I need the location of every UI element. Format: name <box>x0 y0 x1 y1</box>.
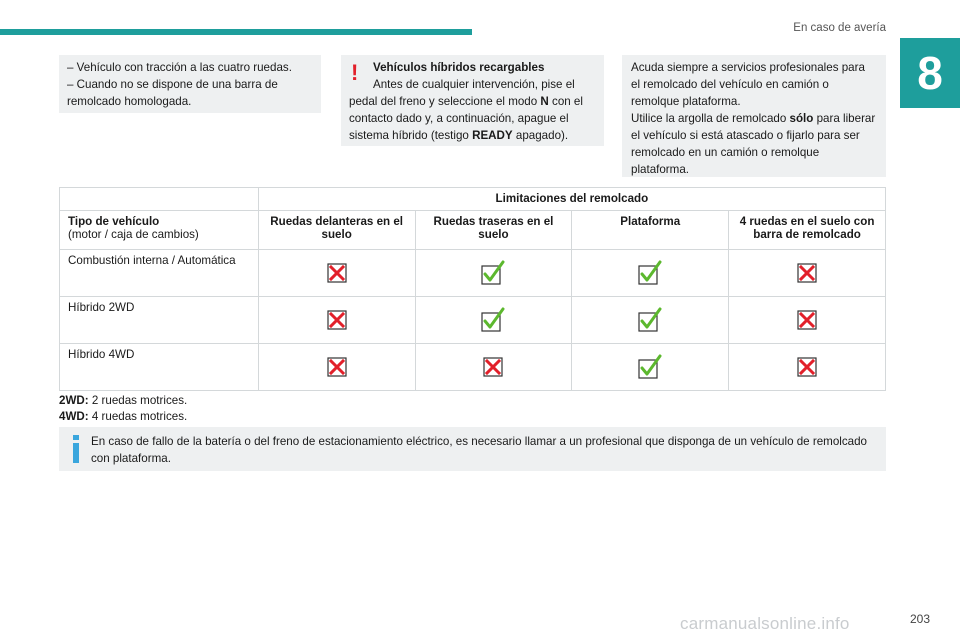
towing-mark <box>729 297 886 344</box>
column-header: 4 ruedas en el suelo con barra de remolcado <box>729 211 886 250</box>
towing-mark <box>415 297 572 344</box>
advice-paragraph: Utilice la argolla de remolcado sólo para liberar el vehículo si está atascado o fijarlo para ser remolcado en un camión o remolque plataforma. <box>631 112 876 176</box>
legend-line: 4WD: 4 ruedas motrices. <box>59 410 188 423</box>
warning-box <box>341 55 604 146</box>
check-icon <box>637 354 663 380</box>
drive-legend <box>59 393 187 425</box>
towing-mark <box>415 250 572 297</box>
condition-line: – Vehículo con tracción a las cuatro ruedas. <box>67 61 292 74</box>
towing-mark <box>572 250 729 297</box>
towing-mark <box>258 297 415 344</box>
column-header: Ruedas delanteras en el suelo <box>258 211 415 250</box>
chapter-number-tab: 8 <box>900 38 960 108</box>
header-accent-bar <box>0 29 472 35</box>
check-icon <box>480 307 506 333</box>
towing-mark <box>729 344 886 391</box>
towing-mark <box>258 250 415 297</box>
info-box <box>59 427 886 471</box>
towing-mark <box>729 250 886 297</box>
warning-title: Vehículos híbridos recargables <box>373 61 545 74</box>
empty-corner-cell <box>60 188 259 211</box>
vehicle-type-label: Híbrido 4WD <box>60 344 259 391</box>
towing-mark <box>415 344 572 391</box>
column-header: Ruedas traseras en el suelo <box>415 211 572 250</box>
table-row <box>60 250 886 297</box>
table-row <box>60 344 886 391</box>
page-number: 203 <box>909 612 930 626</box>
towing-mark <box>572 344 729 391</box>
check-icon <box>637 260 663 286</box>
type-header: Tipo de vehículo (motor / caja de cambios) <box>60 211 259 250</box>
vehicle-type-label: Híbrido 2WD <box>60 297 259 344</box>
advice-paragraph: Acuda siempre a servicios profesionales para el remolcado del vehículo en camión o remolque plataforma. <box>631 61 865 108</box>
check-icon <box>480 260 506 286</box>
vehicle-type-label: Combustión interna / Automática <box>60 250 259 297</box>
cross-icon <box>327 357 347 377</box>
info-text: En caso de fallo de la batería o del freno de estacionamiento eléctrico, es necesario llamar a un profesional que disponga de un vehículo de remolcado con plataforma. <box>91 435 867 465</box>
cross-icon <box>797 263 817 283</box>
cross-icon <box>797 357 817 377</box>
advice-box <box>622 55 886 177</box>
column-header: Plataforma <box>572 211 729 250</box>
group-header: Limitaciones del remolcado <box>258 188 885 211</box>
cross-icon <box>327 310 347 330</box>
towing-mark <box>258 344 415 391</box>
condition-line: – Cuando no se dispone de una barra de remolcado homologada. <box>67 78 278 108</box>
watermark: carmanualsonline.info <box>680 614 850 633</box>
warning-exclamation-icon: ! <box>351 60 359 85</box>
table-row <box>60 297 886 344</box>
check-icon <box>637 307 663 333</box>
cross-icon <box>327 263 347 283</box>
testigo-ready: READY <box>472 129 513 142</box>
info-icon <box>73 435 79 463</box>
towing-mark <box>572 297 729 344</box>
mode-n: N <box>540 95 549 108</box>
cross-icon <box>483 357 503 377</box>
towing-limitations-table <box>59 187 886 391</box>
legend-line: 2WD: 2 ruedas motrices. <box>59 394 188 407</box>
warning-text: Antes de cualquier intervención, pise el pedal del freno y seleccione el modo N con el contacto dado y, a continuación, apague el sistema híbrido (testigo READY apagado). <box>349 78 583 142</box>
conditions-box <box>59 55 321 113</box>
section-title: En caso de avería <box>793 22 886 34</box>
cross-icon <box>797 310 817 330</box>
